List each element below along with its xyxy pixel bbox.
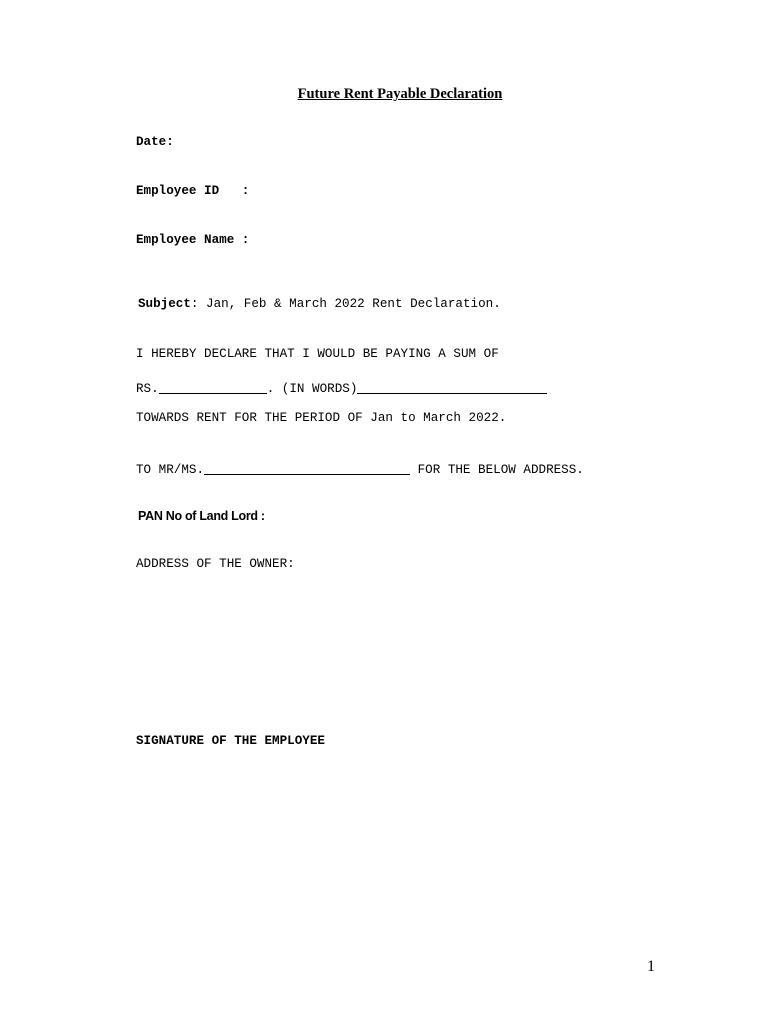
employee-id-label: Employee ID :	[136, 184, 250, 198]
subject-line	[138, 297, 501, 311]
document-title: Future Rent Payable Declaration	[297, 86, 503, 102]
signature-label: SIGNATURE OF THE EMPLOYEE	[136, 734, 325, 748]
amount-in-words-blank	[357, 381, 547, 394]
address-label: ADDRESS OF THE OWNER:	[136, 557, 295, 571]
amount-line	[136, 379, 547, 396]
amount-blank	[159, 381, 267, 394]
subject-label: Subject	[138, 297, 191, 311]
to-suffix: FOR THE BELOW ADDRESS.	[410, 463, 584, 477]
employee-name-label: Employee Name :	[136, 233, 250, 247]
towards-line: TOWARDS RENT FOR THE PERIOD OF Jan to March 2022.	[136, 411, 507, 425]
to-prefix: TO MR/MS.	[136, 463, 205, 477]
rs-suffix: . (IN WORDS)	[266, 382, 358, 396]
declare-line: I HEREBY DECLARE THAT I WOULD BE PAYING A SUM OF	[136, 347, 499, 361]
pan-label: PAN No of Land Lord :	[138, 509, 265, 523]
subject-text: : Jan, Feb & March 2022 Rent Declaration.	[190, 297, 501, 311]
date-label: Date:	[136, 135, 174, 149]
to-line	[136, 460, 584, 477]
rs-prefix: RS.	[136, 382, 159, 396]
page-number: 1	[647, 958, 655, 975]
landlord-name-blank	[204, 462, 410, 475]
